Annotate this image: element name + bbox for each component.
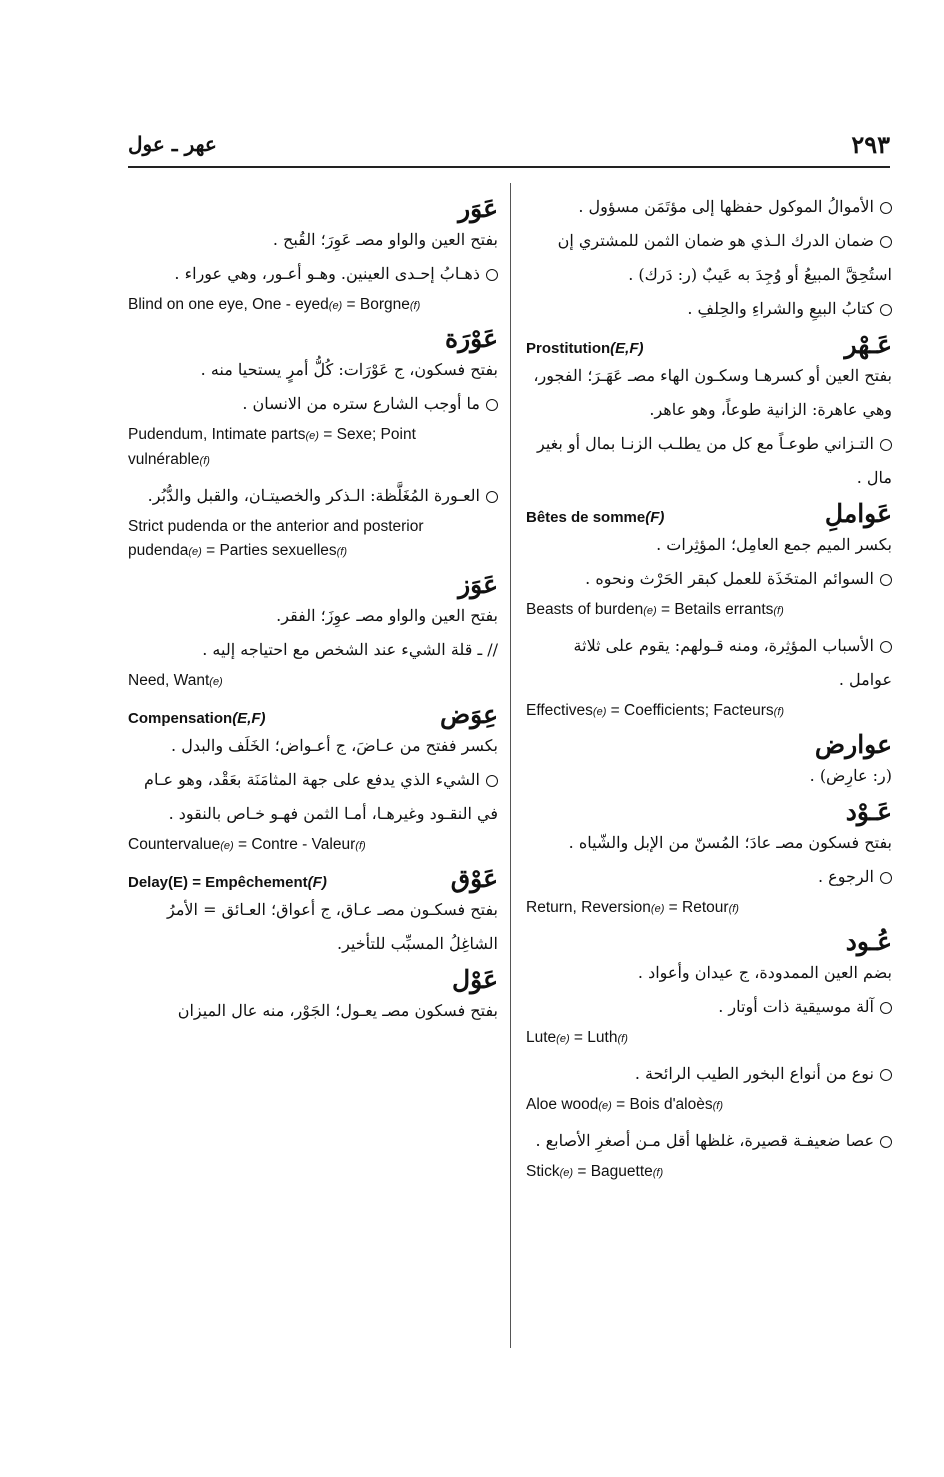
circle-bullet-icon <box>880 641 892 653</box>
translation-line: Need, Want(e) <box>128 672 223 689</box>
circle-bullet-icon <box>880 1136 892 1148</box>
translation-line: Countervalue(e) = Contre - Valeur(f) <box>128 836 366 853</box>
column-divider <box>510 183 511 1348</box>
arabic-definition: بضم العين الممدودة، ج عيدان وأعواد . <box>637 963 892 982</box>
headword: عَواملِ <box>824 499 892 528</box>
language-tag: (f) <box>355 840 366 852</box>
entry-head <box>128 965 498 994</box>
entry-head <box>128 194 498 223</box>
arabic-definition: بفتح فسكون، ج عَوْرَات: كُلُّ أمرٍ يستحيا منه . <box>200 360 498 379</box>
entry-head <box>128 700 498 729</box>
arabic-definition: نوع من أنواع البخور الطيب الرائحة . <box>526 1057 892 1091</box>
arabic-definition: الأموالُ الموكول حفظها إلى مؤتَمَن مسؤول . <box>526 190 892 224</box>
arabic-definition: السوائم المتخَذَة للعمل كبقر الحَرْث ونحوه . <box>526 562 892 596</box>
headword: عِوَض <box>439 700 498 729</box>
language-tag: (F) <box>307 874 327 891</box>
entry-head <box>128 864 498 893</box>
arabic-definition: بفتح فسكون مصـ يعـول؛ الجَوْر، منه عال الميزان <box>177 1001 498 1020</box>
running-head: عهر ـ عول <box>128 132 217 156</box>
language-tag: (e) <box>643 605 657 617</box>
arabic-definition: الشيء الذي يدفع على جهة المثامَنَة بعَقْد، وهو عـام في النقـود وغيرهـا، أمـا الثمن فهـو خـاص بالنقود . <box>144 770 498 823</box>
arabic-definition: ذهـابُ إحـدى العينين. وهـو أعـور، وهي عوراء . <box>128 257 498 291</box>
language-tag: (f) <box>728 903 739 915</box>
left-column <box>128 190 498 1360</box>
entry-head <box>128 324 498 353</box>
arabic-definition: بكسر الميم جمع العامِل؛ المؤثِرات . <box>656 535 892 554</box>
circle-bullet-icon <box>486 491 498 503</box>
headword: عَوْل <box>452 965 498 994</box>
circle-bullet-icon <box>486 399 498 411</box>
circle-bullet-icon <box>880 236 892 248</box>
arabic-definition: ضمان الدرك الـذي هو ضمان الثمن للمشتري إن استُحِقَّ المبيعُ أو وُجِدَ به عَيبٌ (ر: دَرك) . <box>557 231 892 284</box>
entry-head <box>526 330 892 359</box>
translation-line: Stick(e) = Baguette(f) <box>526 1163 664 1180</box>
circle-bullet-icon <box>880 1002 892 1014</box>
language-tag: (F) <box>645 509 665 526</box>
language-tag: (e) <box>598 1100 612 1112</box>
circle-bullet-icon <box>880 202 892 214</box>
language-tag: (f) <box>409 300 421 312</box>
translation-line: Strict pudenda or the anterior and posterior pudenda(e) = Parties sexuelles(f) <box>128 518 424 559</box>
entry-head <box>128 570 498 599</box>
headword: عَـوْد <box>845 797 892 826</box>
language-tag: (e) <box>328 300 343 312</box>
entry-head <box>526 499 892 528</box>
arabic-definition: الأسباب المؤثِرة، ومنه قـولهم: يقوم على ثلاثة عوامل . <box>573 636 892 689</box>
language-tag: (e) <box>188 546 202 558</box>
translation-line: Beasts of burden(e) = Betails errants(f) <box>526 601 784 618</box>
headword: عَـهْر <box>844 330 892 359</box>
language-tag: (e) <box>220 840 234 852</box>
language-tag: (e) <box>305 430 319 442</box>
arabic-definition: ما أوجب الشارع ستره من الانسان . <box>128 387 498 421</box>
headword: عَوَر <box>458 194 498 223</box>
translation-line: Pudendum, Intimate parts(e) = Sexe; Point vulnérable(f) <box>128 426 416 468</box>
headword-equivalent: Delay(E) = Empêchement(F) <box>128 874 327 891</box>
language-tag: (E,F) <box>232 710 266 727</box>
language-tag: (f) <box>652 1167 664 1179</box>
arabic-definition: // ـ قلة الشيء عند الشخص مع احتياجه إليه . <box>202 640 498 659</box>
arabic-definition: كتابُ البيعِ والشراءِ والحِلفِ . <box>526 292 892 326</box>
arabic-definition: بفتح العين والواو مصـ عَوِرَ؛ القُبح . <box>272 230 498 249</box>
arabic-definition: الرجوع . <box>526 860 892 894</box>
page-header <box>128 120 890 168</box>
arabic-definition: بفتح العين والواو مصـ عوِزَ؛ الفقر. <box>276 606 498 625</box>
language-tag: (f) <box>773 706 785 718</box>
arabic-definition: بفتح فسكـون مصـ عـاق، ج أعواق؛ العـائق = الأمرُ الشاغِلُ المسبِّب للتأخير. <box>167 900 498 953</box>
translation-line: Return, Reversion(e) = Retour(f) <box>526 899 739 916</box>
language-tag: (f) <box>773 605 784 617</box>
language-tag: (e) <box>209 676 223 688</box>
headword: عَوْرَة <box>444 324 498 353</box>
language-tag: (E,F) <box>610 340 644 357</box>
entry-head <box>526 730 892 759</box>
language-tag: (e) <box>556 1033 570 1045</box>
circle-bullet-icon <box>880 574 892 586</box>
headword: عُـود <box>845 927 892 956</box>
arabic-definition: التـزاني طوعـاً مع كل من يطلـب الزنـا بمال أو بغير مال . <box>537 434 892 487</box>
arabic-definition: آلة موسيقية ذات أوتار . <box>526 990 892 1024</box>
headword: عَوَز <box>458 570 498 599</box>
page-number: ٢٩٣ <box>851 130 890 159</box>
headword: عَوْق <box>450 864 498 893</box>
arabic-definition: بكسر ففتح من عـاضَ، ج أعـواض؛ الخَلَف والبدل . <box>171 736 498 755</box>
headword-equivalent: Bêtes de somme(F) <box>526 509 665 526</box>
circle-bullet-icon <box>880 304 892 316</box>
language-tag: (f) <box>199 455 210 467</box>
translation-line: Aloe wood(e) = Bois d'aloès(f) <box>526 1096 723 1113</box>
entry-head <box>526 797 892 826</box>
language-tag: (e) <box>592 706 607 718</box>
arabic-definition: (ر: عارِض) . <box>809 766 892 785</box>
translation-line: Effectives(e) = Coefficients; Facteurs(f) <box>526 702 785 719</box>
arabic-definition: بفتح فسكون مصـ عادَ؛ المُسنّ من الإبل والشّياه . <box>568 833 892 852</box>
language-tag: (f) <box>712 1100 723 1112</box>
circle-bullet-icon <box>880 1069 892 1081</box>
translation-line: Blind on one eye, One - eyed(e) = Borgne(f) <box>128 296 421 313</box>
circle-bullet-icon <box>880 872 892 884</box>
circle-bullet-icon <box>486 775 498 787</box>
circle-bullet-icon <box>880 439 892 451</box>
arabic-definition: بفتح العين أو كسرهـا وسكـون الهاء مصـ عَهَـرَ؛ الفجور، وهي عاهرة: الزانية طوعاً، وهو عاهر. <box>533 366 892 419</box>
translation-line: Lute(e) = Luth(f) <box>526 1029 628 1046</box>
arabic-definition: عصا ضعيفـة قصيرة، غلظها أقل مـن أصغرِ الأصابع . <box>526 1124 892 1158</box>
headword-equivalent: Prostitution(E,F) <box>526 340 644 357</box>
language-tag: (f) <box>617 1033 628 1045</box>
circle-bullet-icon <box>486 269 498 281</box>
language-tag: (f) <box>336 546 348 558</box>
arabic-definition: العـورة المُغَلَّظة: الـذكر والخصيتـان، والقبل والدُّبُر. <box>128 479 498 513</box>
right-column <box>526 190 892 1360</box>
entry-head <box>526 927 892 956</box>
headword-equivalent: Compensation(E,F) <box>128 710 266 727</box>
language-tag: (e) <box>650 903 665 915</box>
language-tag: (e) <box>559 1167 574 1179</box>
headword: عوارض <box>814 730 892 759</box>
